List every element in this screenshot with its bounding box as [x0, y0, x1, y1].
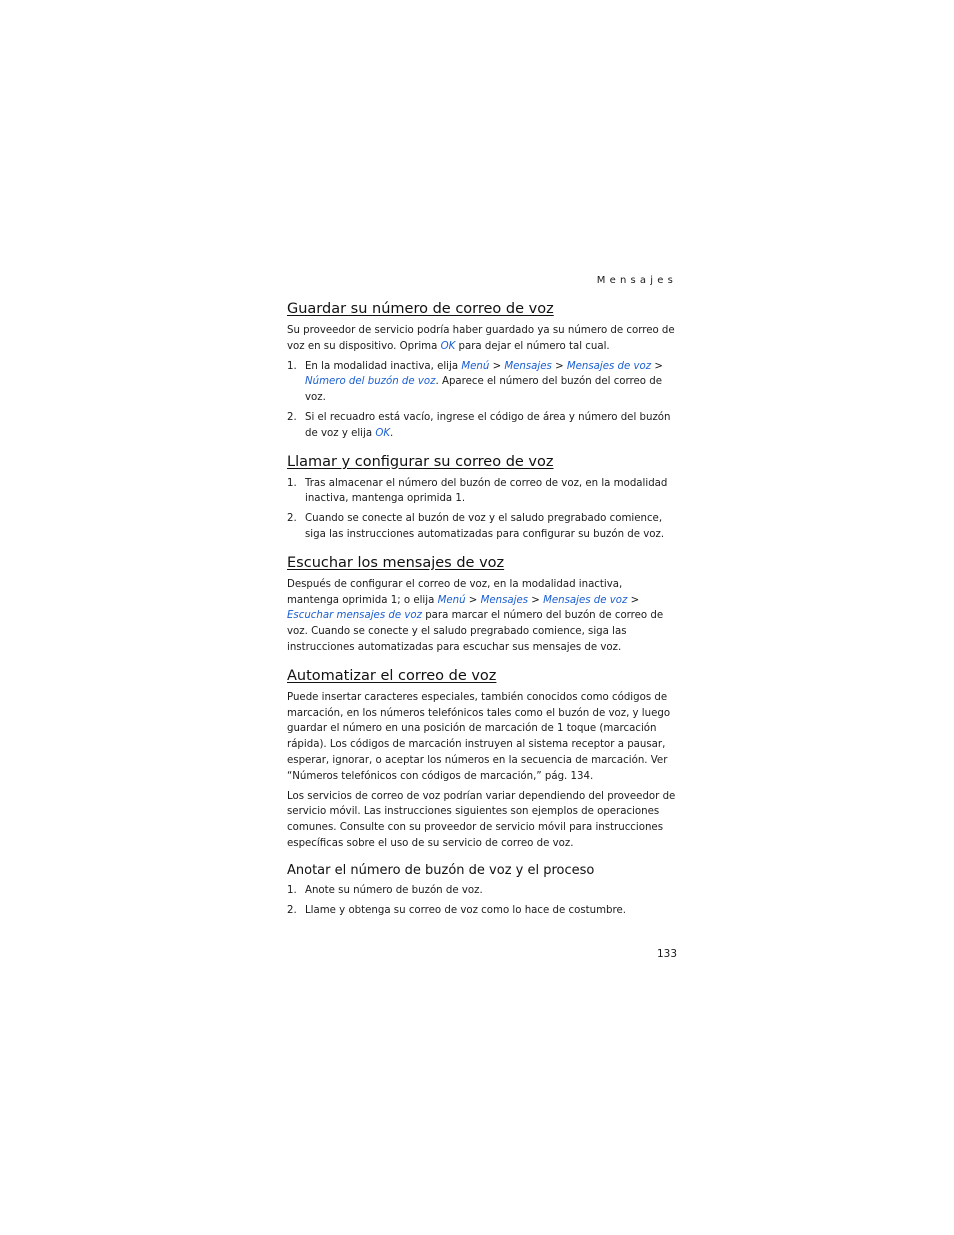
steps-list [287, 359, 677, 442]
text: para dejar el número tal cual. [455, 340, 610, 352]
link-escuchar-mensajes[interactable]: Escuchar mensajes de voz [287, 610, 422, 622]
text: Si el recuadro está vacío, ingrese el código de área y número del buzón de voz y elija [305, 411, 671, 439]
section-title: Guardar su número de correo de voz [287, 301, 554, 317]
separator: > [551, 360, 567, 372]
list-item [287, 359, 677, 406]
link-mensajes-de-voz[interactable]: Mensajes de voz [566, 360, 652, 372]
step-number: 1. [287, 360, 297, 372]
separator: > [528, 594, 544, 606]
paragraph: Puede insertar caracteres especiales, también conocidos como códigos de marcación, en los números telefónicos tales como el buzón de voz, y luego guardar el número en una posición de marcación de 1 toque (marcación rápida). Los códigos de marcación instruyen al sistema receptor a pausar, esperar, ignorar, o aceptar los números en la secuencia de marcación. Ver “Números telefónicos con códigos de marcación,” pág. 134. [287, 691, 671, 782]
section-llamar [287, 453, 677, 543]
link-mensajes[interactable]: Mensajes [480, 594, 529, 606]
separator: > [489, 360, 505, 372]
steps-list [287, 883, 677, 919]
link-menu[interactable]: Menú [461, 360, 490, 372]
separator: > [465, 594, 481, 606]
link-ok[interactable]: OK [440, 340, 456, 352]
list-item [287, 903, 677, 919]
text: Anote su número de buzón de voz. [305, 884, 483, 896]
section-escuchar [287, 554, 677, 656]
step-number: 2. [287, 411, 297, 423]
link-numero-del-buzon[interactable]: Número del buzón de voz [305, 376, 436, 388]
paragraph [287, 577, 677, 656]
list-item [287, 410, 677, 442]
separator: > [651, 360, 663, 372]
step-number: 1. [287, 477, 297, 489]
section-automatizar [287, 667, 677, 919]
text: Llame y obtenga su correo de voz como lo hace de costumbre. [305, 904, 626, 916]
link-ok[interactable]: OK [375, 427, 391, 439]
running-header: Mensajes [596, 275, 677, 286]
section-title: Automatizar el correo de voz [287, 667, 497, 684]
separator: > [627, 594, 640, 606]
text: . [390, 427, 394, 439]
list-item [287, 511, 677, 543]
steps-list [287, 476, 677, 543]
section-title: Escuchar los mensajes de voz [287, 554, 505, 571]
section-guardar [287, 300, 677, 442]
page-number: 133 [656, 948, 677, 960]
text: Su proveedor de servicio podría haber guardado ya su número de correo de voz en su dispositivo. Oprima [287, 325, 675, 352]
section-title: Llamar y configurar su correo de voz [287, 453, 554, 470]
step-number: 2. [287, 904, 297, 916]
text: Cuando se conecte al buzón de voz y el saludo pregrabado comience, siga las instrucciones automatizadas para configurar su buzón de voz. [305, 513, 665, 540]
page-content [287, 300, 677, 927]
paragraph: Los servicios de correo de voz podrían variar dependiendo del proveedor de servicio móvil. Las instrucciones siguientes son ejemplos de operaciones comunes. Consulte con su proveedor de servicio móvil para instrucciones específicas sobre el uso de su servicio de correo de voz. [287, 790, 676, 849]
text: Después de configurar el correo de voz, en la modalidad inactiva, mantenga oprimida 1; o elija [287, 578, 623, 606]
text: para marcar el número del buzón de correo de voz. Cuando se conecte y el saludo pregrabado comience, siga las instrucciones automatizadas para escuchar sus mensajes de voz. [287, 610, 664, 653]
paragraph [287, 323, 677, 355]
step-number: 2. [287, 513, 297, 525]
subsection-title: Anotar el número de buzón de voz y el proceso [287, 862, 595, 878]
step-number: 1. [287, 884, 297, 896]
text: Tras almacenar el número del buzón de correo de voz, en la modalidad inactiva, mantenga oprimida 1. [305, 477, 668, 505]
list-item [287, 476, 677, 508]
link-mensajes-de-voz[interactable]: Mensajes de voz [543, 594, 628, 606]
text: En la modalidad inactiva, elija [305, 360, 462, 372]
text: . Aparece el número del buzón del correo de voz. [305, 376, 662, 404]
link-mensajes[interactable]: Mensajes [504, 360, 552, 372]
link-menu[interactable]: Menú [437, 594, 466, 606]
list-item [287, 883, 677, 899]
